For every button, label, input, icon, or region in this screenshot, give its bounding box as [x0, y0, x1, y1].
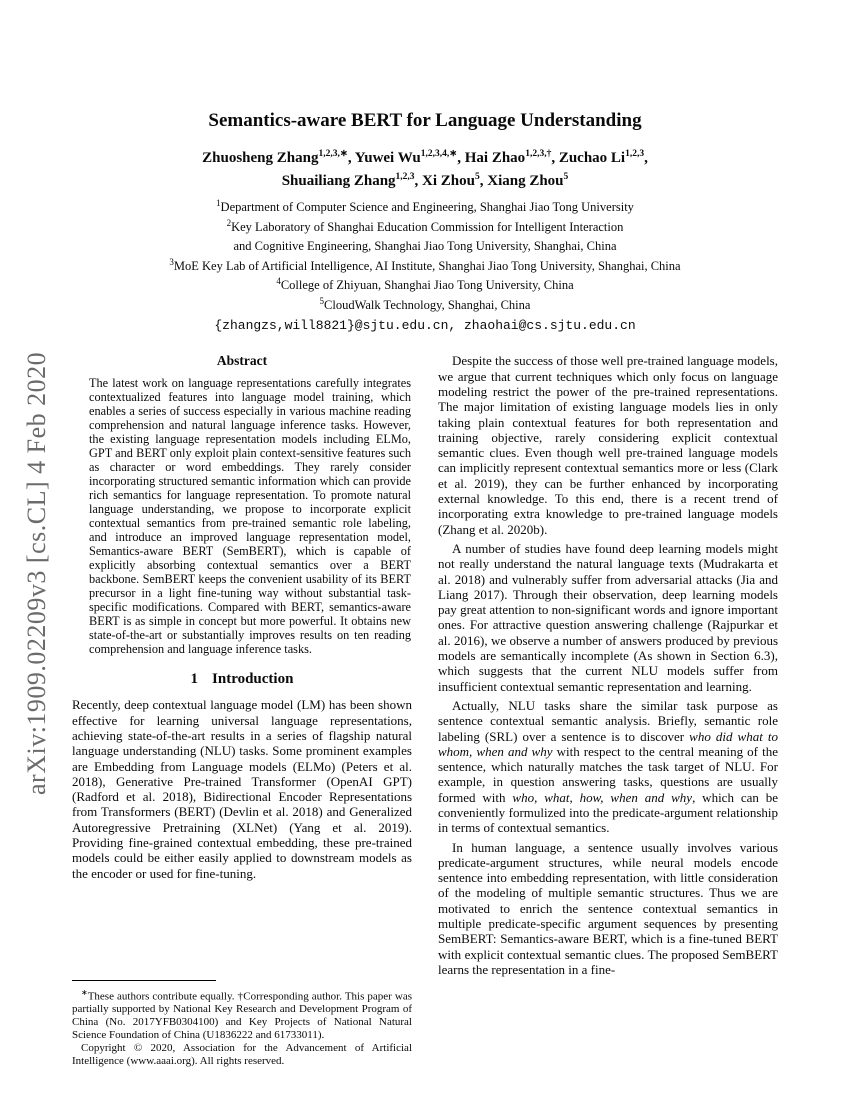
footnote-text: These authors contribute equally. †Corresponding author. This paper was partially supported by National Key Research and Development Program of China (No. 2017YFB0304100) and Key Projects of National Natural Science Foundation of China (U1836222 and 61733011). — [72, 990, 412, 1042]
affiliation-line — [0, 255, 850, 275]
abstract-text: The latest work on language representations carefully integrates contextualized features into language model training, which enables a series of success especially in various machine reading comprehension and natural language inference tasks. However, the existing language representation models including ELMo, GPT and BERT only exploit plain context-sensitive features such as character or word embeddings. They rarely consider incorporating structured semantic information which can provide rich semantics for language representation. To promote natural language understanding, we propose to incorporate explicit contextual semantics from pre-trained semantic role labeling, and introduce an improved language representation model, Semantics-aware BERT (SemBERT), which is capable of explicitly absorbing contextual semantics over a BERT backbone. SemBERT keeps the convenient usability of its BERT precursor in a light fine-tuning way without substantial task-specific modifications. Compared with BERT, semantics-aware BERT is as simple in concept but more powerful. It obtains new state-of-the-art or substantially improves results on ten reading comprehension and language inference tasks. — [89, 376, 411, 657]
author-separator: , — [347, 150, 355, 166]
body-paragraph-1: Despite the success of those well pre-trained language models, we argue that current techniques which only focus on language modeling restrict the power of the pre-trained representations. The major limitation of existing language models lies in only taking plain contextual features for both representation and training objective, rarely considering explicit contextual semantic clues. Even though well pre-trained language models can implicitly represent contextual semantics more or less (Clark et al. 2019), they can be further enhanced by incorporating external knowledge. To this end, there is a recent trend of incorporating extra knowledge to pre-trained language models (Zhang et al. 2020b). — [438, 353, 778, 537]
affiliation-text: Department of Computer Science and Engineering, Shanghai Jiao Tong University — [220, 200, 634, 215]
author-affil-sup: 5 — [563, 172, 569, 182]
affiliation-line — [0, 216, 850, 236]
affiliation-text: and Cognitive Engineering, Shanghai Jiao Tong University, Shanghai, China — [233, 239, 617, 254]
affiliation-line — [0, 294, 850, 314]
right-column — [438, 353, 778, 1068]
italic-phrase: who, what, how, when and why — [512, 789, 693, 805]
author-affil-sup: 1,2,3,† — [525, 149, 552, 159]
author-separator: , — [551, 150, 559, 166]
author-separator: , — [457, 150, 465, 166]
paper-header — [0, 0, 850, 333]
footnote-marker: ∗ — [81, 987, 88, 997]
author-affil-sup: 1,2,3,4,∗ — [420, 149, 458, 159]
section-heading-introduction — [72, 671, 412, 688]
section-title: Introduction — [212, 671, 294, 688]
intro-paragraph: Recently, deep contextual language model (LM) has been shown effective for learning universal language representations, achieving state-of-the-art results in a series of flagship natural language understanding (NLU) tasks. Some prominent examples are Embedding from Language models (ELMo) (Peters et al. 2018), Generative Pre-trained Transformer (OpenAI GPT) (Radford et al. 2018), Bidirectional Encoder Representations from Transformers (BERT) (Devlin et al. 2018) and Generalized Autoregressive Pretraining (XLNet) (Yang et al. 2019). Providing fine-grained contextual embedding, these pre-trained models could be either easily applied to downstream models as the encoder or used for fine-tuning. — [72, 697, 412, 881]
affiliation-line — [0, 196, 850, 216]
affiliation-text: College of Zhiyuan, Shanghai Jiao Tong University, China — [280, 278, 574, 293]
italic-phrase: who did what to whom, when and why — [438, 728, 778, 759]
left-column — [72, 353, 412, 1068]
author-line-1 — [0, 145, 850, 168]
two-column-body — [0, 353, 850, 1068]
author-name: Xi Zhou — [422, 173, 475, 189]
author-name: Yuwei Wu — [354, 150, 421, 166]
affiliation-sup: 3 — [169, 256, 174, 267]
body-paragraph-2: A number of studies have found deep learning models might not really understand the natural language texts (Mudrakarta et al. 2018) and vulnerably suffer from adversarial attacks (Jia and Liang 2017). Through their observation, deep learning models pay great attention to non-significant words and ignore important ones. For attractive question answering challenge (Rajpurkar et al. 2016), we observe a number of answers produced by previous models are semantically incomplete (As shown in Section 6.3), which suggests that the current NLU models suffer from insufficient contextual semantic representation and learning. — [438, 540, 778, 694]
affiliation-text: MoE Key Lab of Artificial Intelligence, AI Institute, Shanghai Jiao Tong University, Shanghai, China — [173, 258, 681, 273]
author-affil-sup: 1,2,3 — [395, 172, 415, 182]
author-line-2 — [0, 168, 850, 191]
affiliation-text: CloudWalk Technology, Shanghai, China — [324, 297, 531, 312]
arxiv-stamp: arXiv:1909.02209v3 [cs.CL] 4 Feb 2020 — [22, 351, 51, 795]
section-number: 1 — [190, 671, 199, 688]
body-paragraph-3 — [438, 698, 778, 836]
affiliation-line — [0, 274, 850, 294]
affiliation-sup: 1 — [216, 198, 221, 208]
footnote-rule — [72, 980, 216, 981]
body-paragraph-4: In human language, a sentence usually involves various predicate-argument structures, while neural models encode sentence into embedding representation, with little consideration of the modeling of multiple semantic structures. Thus we are motivated to enrich the sentence contextual semantics in multiple predicate-specific argument sequences by presenting SemBERT: Semantics-aware BERT, which is a fine-tuned BERT with explicit contextual semantic clues. The proposed SemBERT learns the representation in a fine- — [438, 839, 778, 977]
affiliation-block — [0, 196, 850, 313]
footnote-paragraph-2: Copyright © 2020, Association for the Advancement of Artificial Intelligence (www.aaai.org). All rights reserved. — [72, 1042, 412, 1068]
author-name: Zhuosheng Zhang — [202, 150, 319, 166]
author-name: Hai Zhao — [464, 150, 526, 166]
author-separator: , — [644, 150, 648, 166]
affiliation-line — [0, 235, 850, 255]
author-affil-sup: 5 — [474, 172, 480, 182]
abstract-heading: Abstract — [216, 353, 268, 369]
author-separator: , — [479, 173, 488, 189]
author-name: Zuchao Li — [558, 150, 626, 166]
paragraph-segment: , which can be conveniently formulized into the predicate-argument relationship in terms of contextual semantics. — [438, 789, 778, 836]
affiliation-text: Key Laboratory of Shanghai Education Commission for Intelligent Interaction — [231, 219, 624, 234]
author-emails: {zhangzs,will8821}@sjtu.edu.cn, zhaohai@cs.sjtu.edu.cn — [214, 318, 636, 334]
affiliation-sup: 5 — [319, 295, 325, 306]
paper-title: Semantics-aware BERT for Language Understanding — [208, 110, 642, 131]
author-affil-sup: 1,2,3,∗ — [318, 149, 348, 159]
author-name: Shuailiang Zhang — [281, 173, 396, 189]
affiliation-sup: 2 — [226, 217, 232, 228]
author-name: Xiang Zhou — [487, 173, 564, 189]
affiliation-sup: 4 — [276, 276, 281, 287]
footnote-block — [72, 974, 412, 1069]
paragraph-segment: Actually, NLU tasks share the similar task purpose as sentence contextual semantic analysis. Briefly, semantic role labeling (SRL) over a sentence is to discover — [438, 697, 778, 744]
author-block — [0, 145, 850, 191]
author-affil-sup: 1,2,3 — [625, 149, 645, 159]
author-separator: , — [414, 173, 423, 189]
paragraph-segment: with respect to the central meaning of the sentence, which naturally matches the task target of NLU. For example, in question answering tasks, questions are usually formed with — [438, 743, 778, 805]
footnote-paragraph-1 — [72, 986, 412, 1043]
